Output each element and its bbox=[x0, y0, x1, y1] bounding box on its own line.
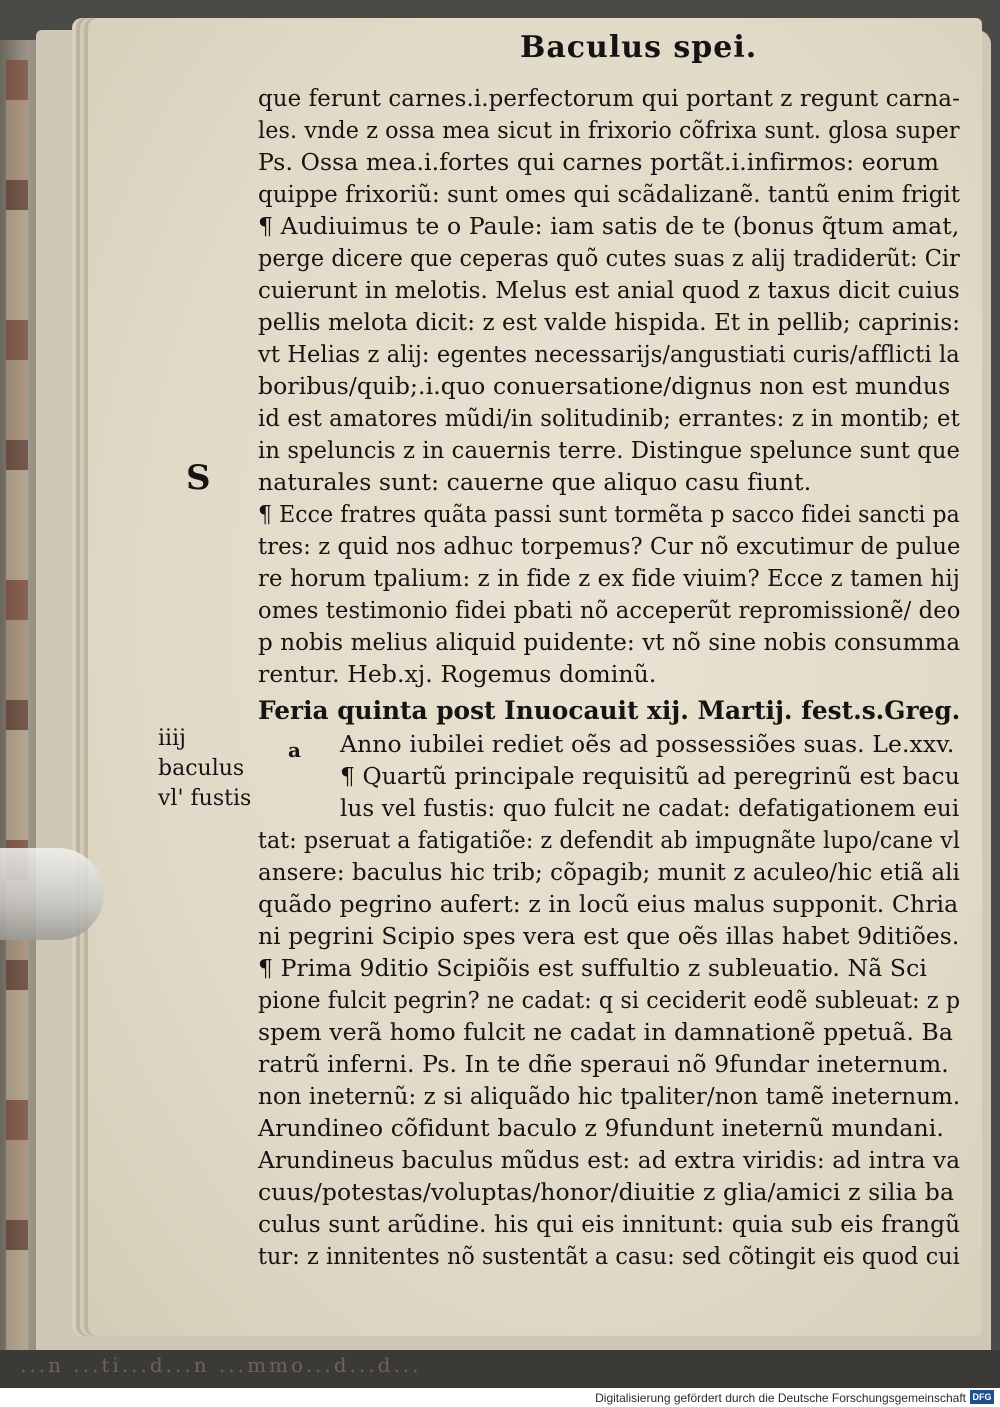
text-line: lus vel fustis: quo fulcit ne cadat: defatigationem eui bbox=[340, 794, 960, 822]
text-line: tat: pseruat a fatigatiõe: z defendit ab impugnãte lupo/cane vl bbox=[258, 826, 961, 854]
margin-note: iiij bbox=[158, 726, 186, 751]
text-line: tur: z innitentes nõ sustentãt a casu: sed cõtingit eis quod cui bbox=[258, 1242, 960, 1270]
text-line: quippe frixoriũ: sunt omes qui scãdalizanẽ. tantũ enim frigit bbox=[258, 180, 961, 208]
text-line: culus sunt arũdine. his qui eis innitunt: quia sub eis frangũ bbox=[258, 1210, 961, 1238]
text-line: les. vnde z ossa mea sicut in frixorio cõfrixa sunt. glosa super bbox=[258, 116, 960, 144]
text-line: ¶ Prima 9ditio Scipiõis est suffultio z subleuatio. Nã Sci bbox=[258, 954, 927, 982]
text-line: Arundineus baculus mũdus est: ad extra viridis: ad intra va bbox=[258, 1146, 961, 1174]
text-line: boribus/quib;.i.quo conuersatione/dignus non est mundus bbox=[258, 372, 951, 400]
page-clip bbox=[0, 848, 104, 940]
binding-strip bbox=[6, 60, 28, 1350]
text-line: in speluncis z in cauernis terre. Distingue spelunce sunt que bbox=[258, 436, 961, 464]
bottom-edge-text: ...n ...ti...d...n ...mmo...d...d... bbox=[20, 1353, 422, 1377]
text-line: que ferunt carnes.i.perfectorum qui portant z regunt carna- bbox=[258, 84, 960, 112]
text-line: perge dicere que ceperas quõ cutes suas z alij tradiderũt: Cir bbox=[258, 244, 960, 272]
text-line: Arundineo cõfidunt baculo z 9fundunt ineternũ mundani. bbox=[258, 1114, 944, 1142]
margin-note: baculus bbox=[158, 756, 245, 781]
text-line: p nobis melius aliquid puidente: vt nõ sine nobis consumma bbox=[258, 628, 961, 656]
text-line: ¶ Quartũ principale requisitũ ad peregrinũ est bacu bbox=[340, 762, 960, 790]
text-line: cuierunt in melotis. Melus est anial quod z taxus dicit cuius bbox=[258, 276, 960, 304]
text-line: re horum tpalium: z in fide z ex fide viuim? Ecce z tamen hij bbox=[258, 564, 960, 592]
dfg-logo-icon: DFG bbox=[970, 1390, 994, 1404]
margin-note: vl' fustis bbox=[158, 786, 252, 811]
section-heading: Feria quinta post Inuocauit xij. Martij. fest.s.Greg. bbox=[258, 696, 961, 725]
text-line: pione fulcit pegrin? ne cadat: q si ceciderit eodẽ subleuat: z p bbox=[258, 986, 961, 1014]
text-line: ansere: baculus hic trib; cõpagib; munit z aculeo/hic etiã ali bbox=[258, 858, 960, 886]
text-line: Ps. Ossa mea.i.fortes qui carnes portãt.i.infirmos: eorum bbox=[258, 148, 939, 176]
text-line: pellis melota dicit: z est valde hispida. Et in pellib; caprinis: bbox=[258, 308, 961, 336]
text-line: quãdo pegrino aufert: z in locũ eius malus supponit. Chria bbox=[258, 890, 959, 918]
margin-letter-s: S bbox=[186, 458, 211, 498]
text-line: naturales sunt: cauerne que aliquo casu fiunt. bbox=[258, 468, 812, 496]
text-line: ratrũ inferni. Ps. In te dñe speraui nõ 9fundar ineternum. bbox=[258, 1050, 949, 1078]
text-line: ¶ Ecce fratres quãta passi sunt tormẽta p sacco fidei sancti pa bbox=[258, 500, 960, 528]
text-line: vt Helias z alij: egentes necessarijs/angustiati curis/afflicti la bbox=[258, 340, 960, 368]
running-header: Baculus spei. bbox=[520, 30, 758, 65]
text-line: rentur. Heb.xj. Rogemus dominũ. bbox=[258, 660, 657, 688]
text-line: non ineternũ: z si aliquãdo hic tpaliter/non tamẽ ineternum. bbox=[258, 1082, 961, 1110]
text-line: ¶ Audiuimus te o Paule: iam satis de te (bonus q̃tum amat, bbox=[258, 212, 960, 240]
text-line: Anno iubilei rediet oẽs ad possessiões suas. Le.xxv. bbox=[340, 730, 955, 758]
text-line: omes testimonio fidei pbati nõ acceperũt repromissionẽ/ deo bbox=[258, 596, 961, 624]
margin-letter-a: a bbox=[288, 738, 301, 762]
text-line: spem verã homo fulcit ne cadat in damnationẽ ppetuã. Ba bbox=[258, 1018, 953, 1046]
text-line: id est amatores mũdi/in solitudinib; errantes: z in montib; et bbox=[258, 404, 960, 432]
text-line: ni pegrini Scipio spes vera est que oẽs illas habet 9ditiões. bbox=[258, 922, 960, 950]
funding-credit: Digitalisierung gefördert durch die Deutsche Forschungsgemeinschaft bbox=[595, 1391, 966, 1405]
text-line: tres: z quid nos adhuc torpemus? Cur nõ excutimur de pulue bbox=[258, 532, 961, 560]
text-line: cuus/potestas/voluptas/honor/diuitie z glia/amici z silia ba bbox=[258, 1178, 955, 1206]
